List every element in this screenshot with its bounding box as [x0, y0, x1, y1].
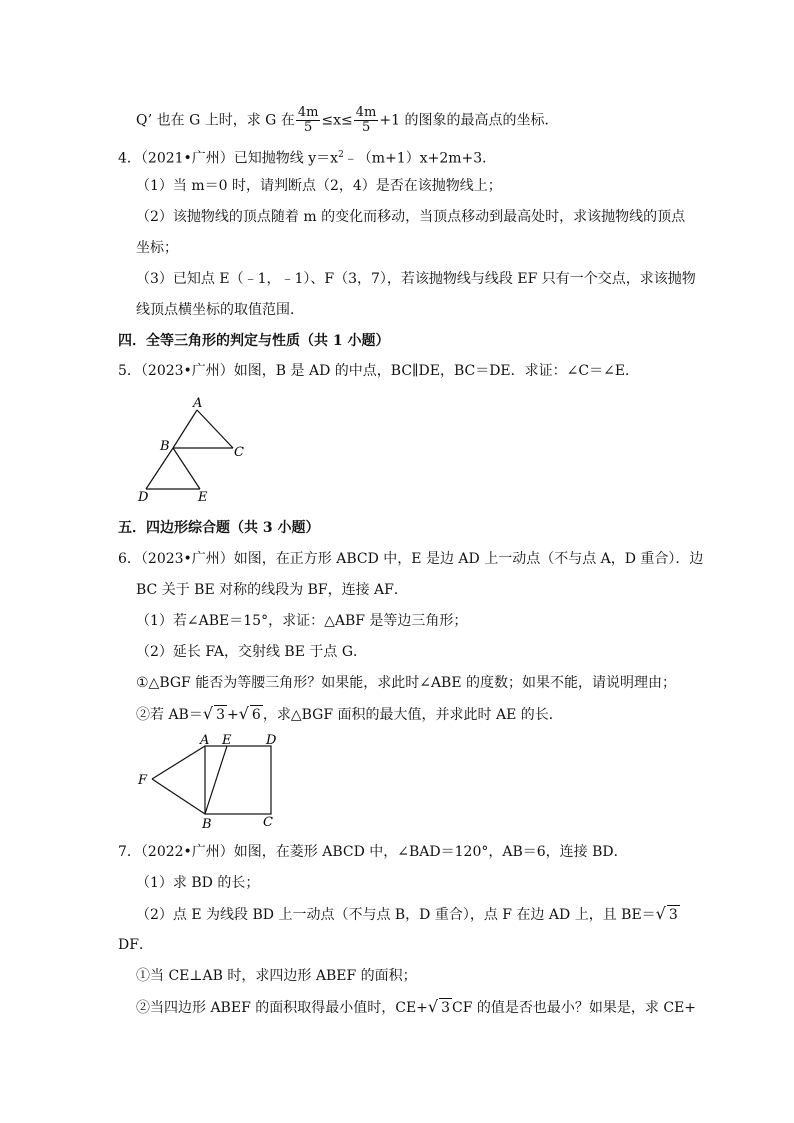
- q4-stem: [118, 146, 496, 168]
- q7-part2-line2: DF．: [118, 937, 153, 953]
- fraction-2-den: 5: [361, 120, 371, 135]
- q7-part2-sub1: ①当 CE⊥AB 时，求四边形 ABEF 的面积；: [136, 968, 417, 984]
- label-E: E: [222, 733, 232, 748]
- label-A: A: [200, 733, 210, 748]
- label-A: A: [193, 396, 203, 411]
- label-B: B: [160, 439, 170, 454]
- q7-c2-text-b: CF 的值是否也最小？如果是，求 CE+: [452, 1000, 697, 1016]
- section-4-heading: 四．全等三角形的判定与性质（共 1 小题）: [118, 333, 390, 349]
- seg-FB: [152, 779, 205, 814]
- q6-part1: （1）若∠ABE＝15°，求证：△ABF 是等边三角形；: [136, 613, 468, 629]
- q7-part2-sub2: [136, 998, 696, 1017]
- fraction-1-num: 4m: [297, 105, 319, 120]
- q6-line2: BC 关于 BE 对称的线段为 BF，连接 AF．: [136, 582, 408, 598]
- label-F: F: [138, 773, 148, 788]
- section-5-heading: 五．四边形综合题（共 3 小题）: [118, 520, 320, 536]
- square-ABCD: [205, 746, 271, 814]
- q7-p2-text: （2）点 E 为线段 BD 上一动点（不与点 B，D 重合），点 F 在边 AD 上，且 BE＝: [136, 907, 656, 923]
- q6-c2-text-b: ，求△BGF 面积的最大值，并求此时 AE 的长．: [262, 707, 563, 723]
- fraction-1-den: 5: [303, 120, 313, 135]
- q4-part3-line1: （3）已知点 E（﹣1，﹣1）、F（3，7），若该抛物线与线段 EF 只有一个交点，求该抛物: [136, 271, 696, 287]
- q6-c2-text-a: ②若 AB＝: [136, 707, 203, 723]
- sqrt-sign-4: √: [427, 997, 439, 1016]
- label-C: C: [263, 815, 273, 830]
- label-C: C: [234, 445, 244, 460]
- q7-part1: （1）求 BD 的长；: [136, 875, 260, 891]
- sqrt-sign-2: √: [238, 704, 249, 723]
- figure-q6: [132, 732, 292, 832]
- seg-AB: [173, 410, 197, 448]
- q4-sup: 2: [338, 150, 344, 160]
- q4-part3-line2: 线顶点横坐标的取值范围．: [136, 302, 304, 318]
- sqrt-radicand-4: 3: [441, 1000, 451, 1016]
- q4-tail: ﹣（m+1）x+2m+3．: [343, 150, 497, 167]
- seg-BE: [173, 448, 200, 489]
- q6-part2-sub2: [136, 705, 563, 724]
- seg-AC: [197, 410, 233, 448]
- q6-line1: 6．（2023•广州）如图，在正方形 ABCD 中，E 是边 AD 上一动点（不与点 A，D 重合）．边: [118, 551, 704, 567]
- figure-q5: [130, 392, 250, 504]
- sqrt-radicand-1: 3: [216, 707, 225, 723]
- label-D: D: [138, 490, 149, 504]
- label-D: D: [266, 733, 277, 748]
- q7-c2-text-a: ②当四边形 ABEF 的面积取得最小值时，CE+: [136, 1000, 428, 1016]
- q4-part2-line2: 坐标；: [136, 240, 178, 256]
- label-E: E: [198, 490, 208, 504]
- sqrt-sign-1: √: [202, 704, 214, 723]
- q7-part2-line1: [136, 905, 680, 924]
- q6-part2-sub1: ①△BGF 能否为等腰三角形？如果能，求此时∠ABE 的度数；如果不能，请说明理由；: [136, 675, 677, 691]
- q4-head: 4．（2021•广州）已知抛物线 y＝x: [118, 150, 339, 167]
- label-B: B: [202, 817, 212, 832]
- fraction-1: [296, 106, 321, 135]
- q5-stem: 5．（2023•广州）如图，B 是 AD 的中点，BC∥DE，BC＝DE．求证：∠C＝∠E．: [118, 363, 640, 379]
- q4-part1: （1）当 m＝0 时，请判断点（2，4）是否在该抛物线上；: [136, 178, 502, 194]
- sqrt-radicand-2: 6: [251, 707, 261, 723]
- q6-plus: +: [226, 707, 239, 723]
- q3-text-b: +1 的图象的最高点的坐标．: [379, 112, 559, 129]
- sqrt-radicand-3: 3: [668, 907, 678, 923]
- q7-stem: 7．（2022•广州）如图，在菱形 ABCD 中，∠BAD＝120°，AB＝6，连接 BD．: [118, 844, 628, 860]
- seg-BE: [205, 746, 227, 814]
- q3-text-a: Q’ 也在 G 上时，求 G 在: [136, 112, 295, 129]
- fraction-2: [354, 106, 379, 135]
- sqrt-sign-3: √: [655, 904, 666, 923]
- fraction-2-num: 4m: [355, 105, 377, 120]
- q6-part2: （2）延长 FA，交射线 BE 于点 G．: [136, 644, 368, 660]
- q4-part2-line1: （2）该抛物线的顶点随着 m 的变化而移动，当顶点移动到最高处时，求该抛物线的顶点: [136, 209, 686, 225]
- seg-BD: [146, 448, 173, 489]
- q3-continuation: [136, 106, 558, 135]
- seg-FA: [152, 746, 205, 779]
- q3-ineq: ≤x≤: [321, 112, 353, 129]
